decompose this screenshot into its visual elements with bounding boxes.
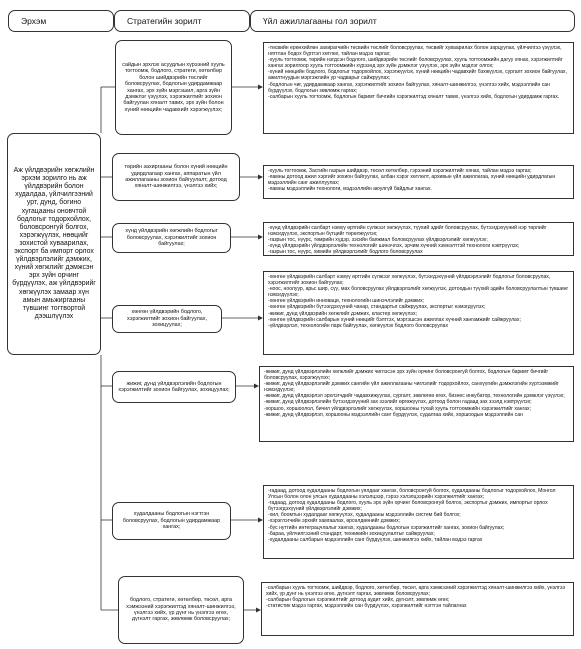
- strategy-text-3: хүнд үйлдвэрийн хөгжлийн бодлогыг боловсруулах, хэрэгжилтийг зохион байгуулах;: [125, 228, 218, 248]
- goal-header-label: Эрхэм: [21, 16, 47, 26]
- strategy-text-6: худалдааны бодлогын нэгтгэн боловсруулах, бодлогын удирдамжаар хангах;: [122, 511, 221, 531]
- activities-header-label: Үйл ажиллагааны гол зорилт: [263, 16, 377, 26]
- strategy-box-2: [112, 153, 240, 201]
- activities-box-5: -жижиг, дунд үйлдвэрлэлийн хөгжлийг дэмжих чиглэсэн эрх зүйн орчинг боловсронгуй болгох, бодлогын баримт бичгийг боловсруулах, хэрэгжүүлэх; -жижиг, дунд үйлдвэрлэлийг дэмжих сангийн үйл ажиллагааны чиглэлийг тодорхойлох, санхүүгийн дэмжлэгийн хүртээмжийг нэмэгдүүлэх; -жижиг, дунд үйлдвэрлэл эрхлэгчдийг чадавхижуулах, сургалт, зөвлөгөө өгөх, бизнес инкубатор, технологийн дэмжлэг үзүүлэх; -жижиг, дунд үйлдвэрлэлийн бүтээгдэхүүний зах зээлийг өргөжүүлэх, дотоод болон гадаад зах зээлд нэвтрүүлэх; -хоршоо, хоршоолол, бичил үйлдвэрлэлийг хөгжүүлэх, хоршооны тухай хууль тогтоомжийн хэрэгжилтийг хангах; -жижиг, дунд үйлдвэрлэл, хоршооны мэдээллийн санг бүрдүүлэх, судалгаа хийх, хоршоодын мэдээллийн сан: [259, 366, 574, 442]
- strategy-text-2: төрийн захиргааны болон хүний нөөцийн удирдлагаар хангах, аппаратын үйл ажиллагааны зохион байгуулалт, дотоод хяналт-шинжилгээ, үнэлгээ хийх;: [124, 164, 228, 190]
- strategy-text-1: сайдын эрхлэх асуудлын хүрээний хууль тогтоомж, бодлого, стратеги, хөтөлбөр болон шийдвэрийн төслийг боловсруулах, бодлогын удирдамжаар хангах, эрх зүйн мэргэшил, арга зүйн дэмжлэг үзүүлэх, хэрэгжилтийг зохион байгуулан хяналт тавих, эрх зүйн болон хүний нөөцийн чадавхийг хэрэгжүүлэх;: [122, 61, 225, 113]
- activities-box-7: -салбарын хууль тогтоомж, шийдвэр, бодлого, хөтөлбөр, төсөл, арга хэмжээний хэрэгжилтэд хяналт-шинжилгээ хийх, үнэлгээ хийх, үр дүнг нь үнэлгээ өгөх, дүгнэлт гаргах, зөвлөмж боловсруулах; -салбарын бодлогын хэрэгжилтийг дотоод аудит хийх, дүгнэлт, зөвлөмж өгөх; -статистик мэдээ гаргах, мэдээллийн сан бүрдүүлэх, хэрэгжилтийг нэгтгэн тайлагнах: [261, 582, 574, 636]
- activities-box-1: -төсвийн ерөнхийлөн захирагчийн төсвийн төслийг боловсруулах, төсвийг хуваарилах болон зарцуулах, үйлчилгээ үзүүлэх, нягтлан бодох бүртгэл хөтлөх, тайлан мэдээ гаргах; -хууль тогтоомж, төрийн нэгдсэн бодлого, шийдвэрийн төслийг боловсруулах, хууль тогтоомжийн дагуу хянах, хэрэгжилтийг хангах зорилгоор хууль тогтоомжийн хүрээнд эрх зүйн дэмжлэг үзүүлэх, эрх зүйн мэдлэг олгох; -хүний нөөцийн бодлого, бодлогыг тодорхойлох, хэрэгжүүлэх, хүний нөөцийн чадавхийг бэхжүүлэх, сургалт зохион байгуулах, ажилтнуудын мэргэжлийн ур чадварыг сайжруулах; -бодлогын чиг, удирдамжаар хангах, хэрэгжилтийг зохион байгуулах, хяналт-шинжилгээ, үнэлгээ хийх, мэдээллийн сан бүрдүүлэх, бодлогын зөвлөмж гаргах; -салбарын хууль тогтоомж, бодлогын баримт бичгийн хэрэгжилтэд хяналт тавих, үнэлгээ хийх, бодлогын удирдамж гаргах.: [263, 42, 574, 134]
- strategy-box-6: [112, 502, 231, 540]
- strategy-text-5: жижиг, дунд үйлдвэрлэлийн бодлогын хэрэгжилтийг зохион байгуулах, зохицуулах;: [118, 380, 230, 393]
- strategy-box-7: [118, 576, 244, 644]
- strategy-box-3: [112, 223, 231, 253]
- activities-box-6: -гадаад, дотоод худалдааны бодлогын уялдааг хангах, боловсронгуй болгох, худалдааны бодлогыг тодорхойлох, Монгол Улсын болон олон улсын худалдааны хэлэлцээр, гэрээ хэлэлцээрийн хэрэгжилтийг хангах; -гадаад, дотоод худалдааны бодлого, хууль эрх зүйн орчинг боловсронгуй болгох, экспортыг дэмжих, импортыг орлох бүтээгдэхүүний үйлдвэрлэлийг дэмжих; -хил, боомтын худалдааг хөгжүүлэх, худалдааны мэдээллийн систем бий болгох; -хэрэглэгчийн эрхийг хамгаалах, өрсөлдөөнийг дэмжих; -бүс нутгийн интеграцчлалыг хангах, худалдааны бодлогын хэрэгжилтийг хангах, зохион байгуулах; -бараа, үйлчилгээний стандарт, техникийн зохицуулалтыг сайжруулах; -худалдааны салбарын мэдээллийн санг бүрдүүлэх, шинжилгээ хийх, тайлан мэдээ гаргах: [263, 485, 574, 559]
- goal-box: [7, 133, 101, 355]
- strategy-box-5: [112, 371, 236, 403]
- activities-box-2: -хууль тогтоомж, Засгийн газрын шийдвэр, төсөл хөтөлбөр, гэрээний хэрэгжилтийг хянах, тайлан мэдээ гаргах; -яамны дотоод ажил хэргийг зохион байгуулах, албан хэрэг хөтлөлт, архивын үйл ажиллагаа, хүний нөөцийн удирдлагын мэдээллийн санг ажиллуулах; -яамны мэдээллийн технологи, мэдээллийн аюулгүй байдлыг хангах.: [263, 165, 574, 199]
- activities-box-3: -хүнд үйлдвэрийн салбарт нэмүү өртгийн сүлжээг хөгжүүлэх, түүхий эдийг боловсруулах, бүтээгдэхүүний нэр төрлийг нэмэгдүүлэх, экспортын бүтцийг төрөлжүүлэх; -газрын тос, нүүрс, төмрийн хүдэр, зэсийн баяжмал боловсруулах үйлдвэрлэлийг хөгжүүлэх; -хүнд үйлдвэрийн үйлдвэрлэлийн технологийг шинэчлэх, эрчим хүчний хэмнэлттэй технологи нэвтрүүлэх; -газрын тос, нүүрс, химийн үйлдвэрлэлийг бодлого боловсруулах: [263, 222, 574, 256]
- strategy-box-4: [112, 305, 222, 333]
- strategy-box-1: [115, 40, 232, 135]
- activities-box-4: -хөнгөн үйлдвэрийн салбарт нэмүү өртгийн сүлжээг хөгжүүлэх, бүтээгдэхүүний үйлдвэрлэлийг бодлогыг боловсруулах, хэрэгжилтийг зохион байгуулах; -ноос, ноолуур, арьс шир, сүү, мах боловсруулах үйлдвэрлэлийг хөгжүүлэх, дотоодын түүхий эдийн боловсруулалтын түвшинг нэмэгдүүлэх; -хөнгөн үйлдвэрийн инноваци, технологийн шинэчлэлийг дэмжих; -хөнгөн үйлдвэрийн бүтээгдэхүүний чанар, стандартыг сайжруулах, экспортыг нэмэгдүүлэх; -жижиг, дунд үйлдвэрийн хөгжлийг дэмжих, кластер хөгжүүлэх; -хөнгөн үйлдвэрийн салбарын хүний нөөцийг бэлтгэх, мэргэшсэн ажиллах хүчний хангамжийг сайжруулах; -үйлдвэрлэл, технологийн парк байгуулах, хөгжүүлэх бодлого боловсруулах: [263, 271, 574, 355]
- strategy-text-7: бодлого, стратеги, хөтөлбөр, төсөл, арга хэмжээний хэрэгжилтэд хяналт-шинжилгээ, үнэлгээ хийх, үр дүнг нь үнэлгээ өгөх, дүгнэлт гаргах, зөвлөмж боловсруулах;: [126, 597, 236, 623]
- goal-text: Аж үйлдвэрийн хөгжлийн эрхэм зорилго нь аж үйлдвэрийн болон худалдаа, үйлчилгээний урт, дунд, богино хугацааны оновчтой бодлогыг тодорхойлох, боловсронгуй болгох, хэрэгжүүлэх, нөөцийг зохистой хуваарилах, экспорт ба импорт орлох үйлдвэрлэлийг дэмжих, хүний хөгжлийг дэмжсэн эрх зүйн орчинг бүрдүүлэх, аж үйлдвэрийг хөгжүүлэх замаар хүн амын амьжиргааны түвшинг тогтвортой дээшлүүлэх: [12, 167, 96, 320]
- strategy-text-4: хөнгөн үйлдвэрийн бодлого, хэрэгжилтийг зохион байгуулах, зохицуулах;: [127, 309, 207, 329]
- strategy-header-label: Стратегийн зорилт: [127, 16, 202, 26]
